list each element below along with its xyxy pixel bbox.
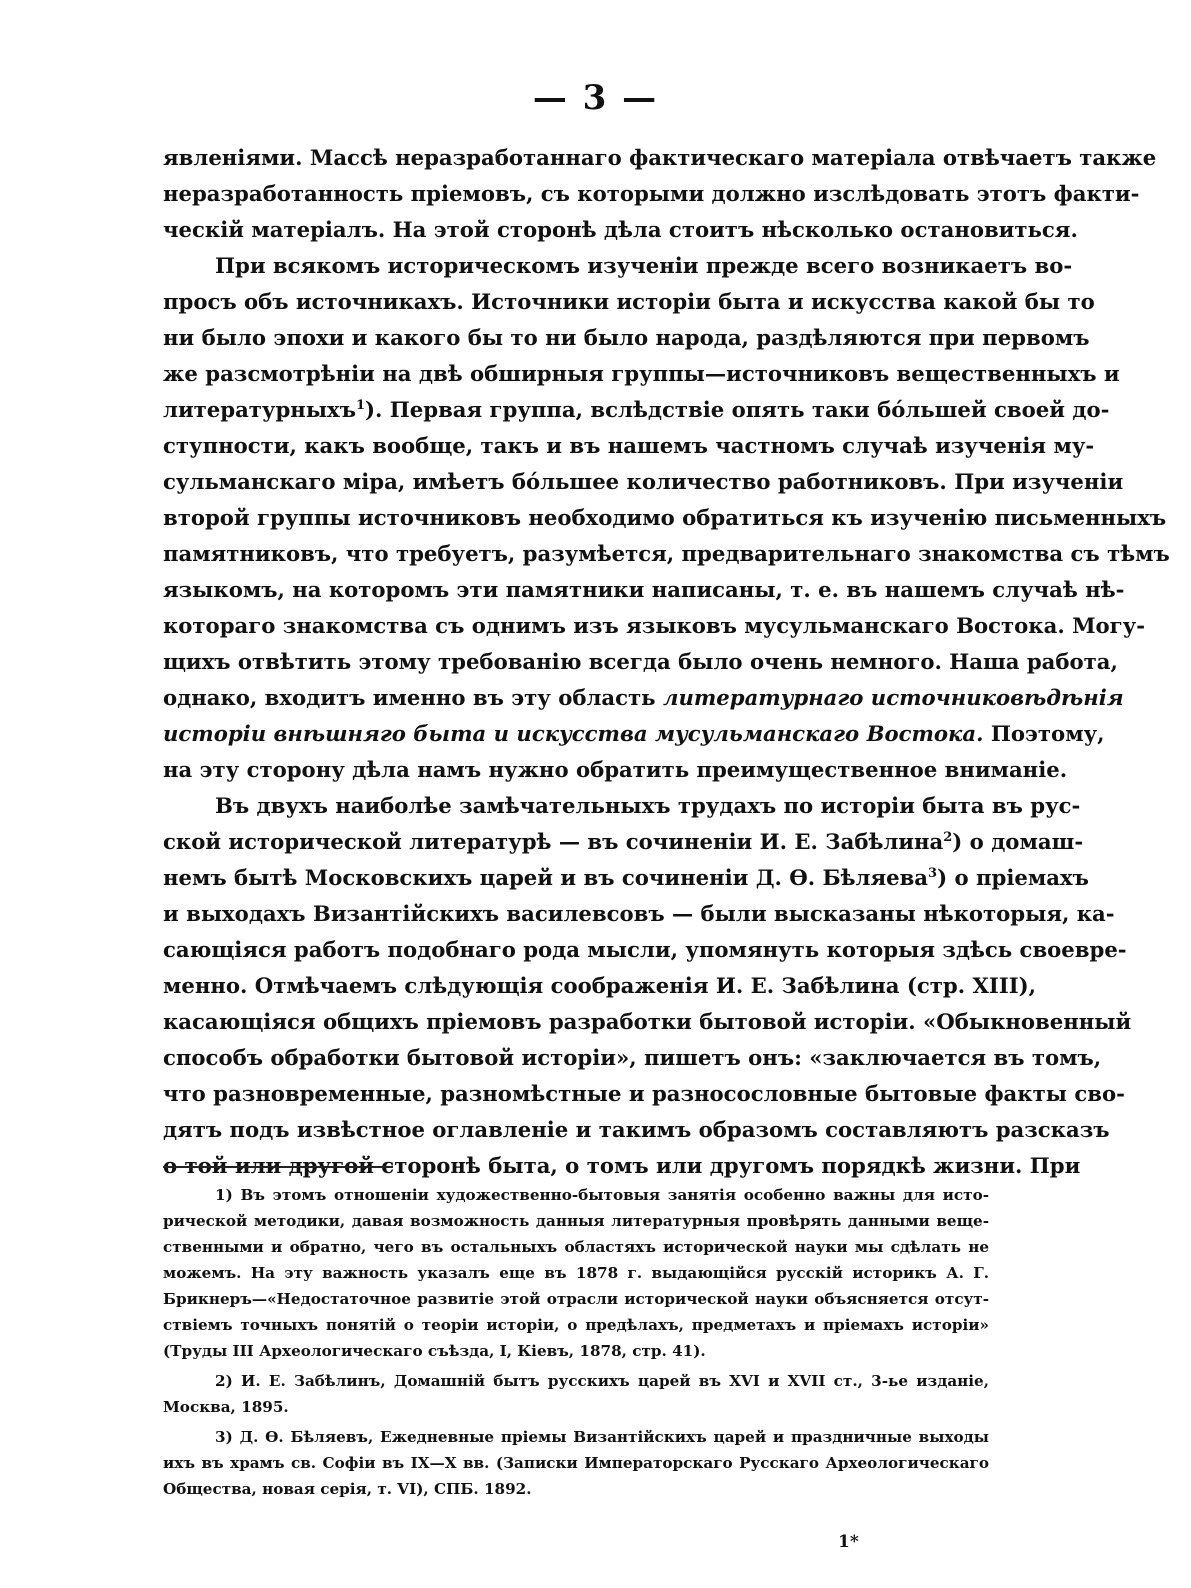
main-text xyxy=(163,140,1170,1184)
text-line: и выходахъ Византійскихъ василевсовъ — были высказаны нѣкоторыя, ка- xyxy=(163,901,1115,926)
text-line: Въ двухъ наиболѣе замѣчательныхъ трудахъ по исторіи быта въ рус- xyxy=(215,793,1081,818)
text-fragment: ской исторической литературѣ — въ сочиненіи И. Е. Забѣлина xyxy=(163,829,944,854)
text-line: При всякомъ историческомъ изученіи прежде всего возникаетъ во- xyxy=(215,253,1073,278)
text-line xyxy=(163,860,1089,896)
footnote-line: Общества, новая серія, т. VI), СПБ. 1892. xyxy=(163,1480,532,1498)
text-line: памятниковъ, что требуетъ, разумѣется, предварительнаго знакомства съ тѣмъ xyxy=(163,541,1170,566)
page-number: — 3 — xyxy=(532,78,659,118)
text-line: сающіяся работъ подобнаго рода мысли, упомянуть которыя здѣсь своевре- xyxy=(163,937,1127,962)
text-line: сульманскаго міра, имѣетъ бóльшее количество работниковъ. При изученіи xyxy=(163,469,1124,494)
text-line: способъ обработки бытовой исторіи», пишетъ онъ: «заключается въ томъ, xyxy=(163,1045,1102,1070)
text-line xyxy=(163,680,1124,716)
footnote-ref: 2 xyxy=(943,830,953,845)
footnote-line: ихъ въ храмъ св. Софіи въ IX—X вв. (Записки Императорскаго Русскаго Археологическаго xyxy=(163,1454,989,1472)
text-fragment: литературныхъ xyxy=(163,397,356,422)
text-line: котораго знакомства съ однимъ изъ языковъ мусульманскаго Востока. Могу- xyxy=(163,613,1146,638)
text-line: щихъ отвѣтить этому требованію всегда было очень немного. Наша работа, xyxy=(163,649,1118,674)
text-line: что разновременные, разномѣстные и разносословные бытовые факты сво- xyxy=(163,1081,1125,1106)
text-line: второй группы источниковъ необходимо обратиться къ изученію письменныхъ xyxy=(163,505,1167,530)
text-line: просъ объ источникахъ. Источники исторіи быта и искусства какой бы то xyxy=(163,289,1095,314)
signature-mark: 1* xyxy=(838,1532,859,1552)
footnote-line: ствіемъ точныхъ понятій о теоріи исторіи, о предѣлахъ, предметахъ и пріемахъ исторіи» xyxy=(163,1316,989,1334)
footnote-line: (Труды III Археологическаго съѣзда, I, Кіевъ, 1878, стр. 41). xyxy=(163,1342,706,1360)
text-line: менно. Отмѣчаемъ слѣдующія соображенія И. Е. Забѣлина (стр. XIII), xyxy=(163,973,1037,998)
footnote-line: рической методики, давая возможность данныя литературныя провѣрять данными веще- xyxy=(163,1212,989,1230)
footnote-line: 1) Въ этомъ отношеніи художественно-бытовыя занятія особенно важны для исто- xyxy=(215,1186,989,1204)
text-line xyxy=(163,716,1105,752)
text-fragment: однако, входитъ именно въ эту область xyxy=(163,685,656,710)
footnote-line: Брикнеръ—«Недостаточное развитіе этой отрасли исторической науки объясняется отсут- xyxy=(163,1290,989,1308)
footnote-line: можемъ. На эту важность указалъ еще въ 1878 г. выдающійся русскій историкъ А. Г. xyxy=(163,1264,989,1282)
text-line: на эту сторону дѣла намъ нужно обратить преимущественное вниманіе. xyxy=(163,757,1068,782)
text-line xyxy=(163,392,1110,428)
text-fragment: Поэтому, xyxy=(990,721,1105,746)
text-line: ступности, какъ вообще, такъ и въ нашемъ частномъ случаѣ изученія му- xyxy=(163,433,1095,458)
footnote-ref: 3 xyxy=(928,866,938,881)
text-fragment: ) о пріемахъ xyxy=(937,865,1089,890)
text-line: касающіяся общихъ пріемовъ разработки бытовой исторіи. «Обыкновенный xyxy=(163,1009,1132,1034)
text-line: ческій матеріалъ. На этой сторонѣ дѣла стоитъ нѣсколько остановиться. xyxy=(163,217,1078,242)
footnote-line: ственными и обратно, чего въ остальныхъ областяхъ исторической науки мы сдѣлать не xyxy=(163,1238,989,1256)
footnote-line: 3) Д. Ѳ. Бѣляевъ, Ежедневные пріемы Византійскихъ царей и праздничные выходы xyxy=(215,1428,989,1446)
text-line: же разсмотрѣніи на двѣ обширныя группы—источниковъ вещественныхъ и xyxy=(163,361,1120,386)
text-line: языкомъ, на которомъ эти памятники написаны, т. е. въ нашемъ случаѣ нѣ- xyxy=(163,577,1125,602)
footnote-divider xyxy=(163,1166,393,1168)
footnotes xyxy=(163,1182,989,1502)
text-fragment: немъ бытѣ Московскихъ царей и въ сочиненіи Д. Ѳ. Бѣляева xyxy=(163,865,929,890)
footnote-ref: 1 xyxy=(355,398,365,413)
text-fragment: ). Первая группа, вслѣдствіе опять таки бóльшей своей до- xyxy=(365,397,1110,422)
text-line xyxy=(163,824,1084,860)
italic-fragment: литературнаго источниковѣдѣнія xyxy=(662,685,1124,710)
text-line: дятъ подъ извѣстное оглавленіе и такимъ образомъ составляютъ разсказъ xyxy=(163,1117,1110,1142)
italic-fragment: исторіи внѣшняго быта и искусства мусульманскаго Востока. xyxy=(163,721,984,746)
text-fragment: ) о домаш- xyxy=(952,829,1084,854)
footnote-line: 2) И. Е. Забѣлинъ, Домашній бытъ русскихъ царей въ XVI и XVII ст., 3-ье изданіе, xyxy=(215,1372,989,1390)
text-line: о той или другой сторонѣ быта, о томъ или другомъ порядкѣ жизни. При xyxy=(163,1153,1081,1178)
footnote-line: Москва, 1895. xyxy=(163,1398,289,1416)
text-line: явленіями. Массѣ неразработаннаго фактическаго матеріала отвѣчаетъ также xyxy=(163,145,1157,170)
text-line: неразработанность пріемовъ, съ которыми должно изслѣдовать этотъ факти- xyxy=(163,181,1140,206)
text-line: ни было эпохи и какого бы то ни было народа, раздѣляются при первомъ xyxy=(163,325,1090,350)
